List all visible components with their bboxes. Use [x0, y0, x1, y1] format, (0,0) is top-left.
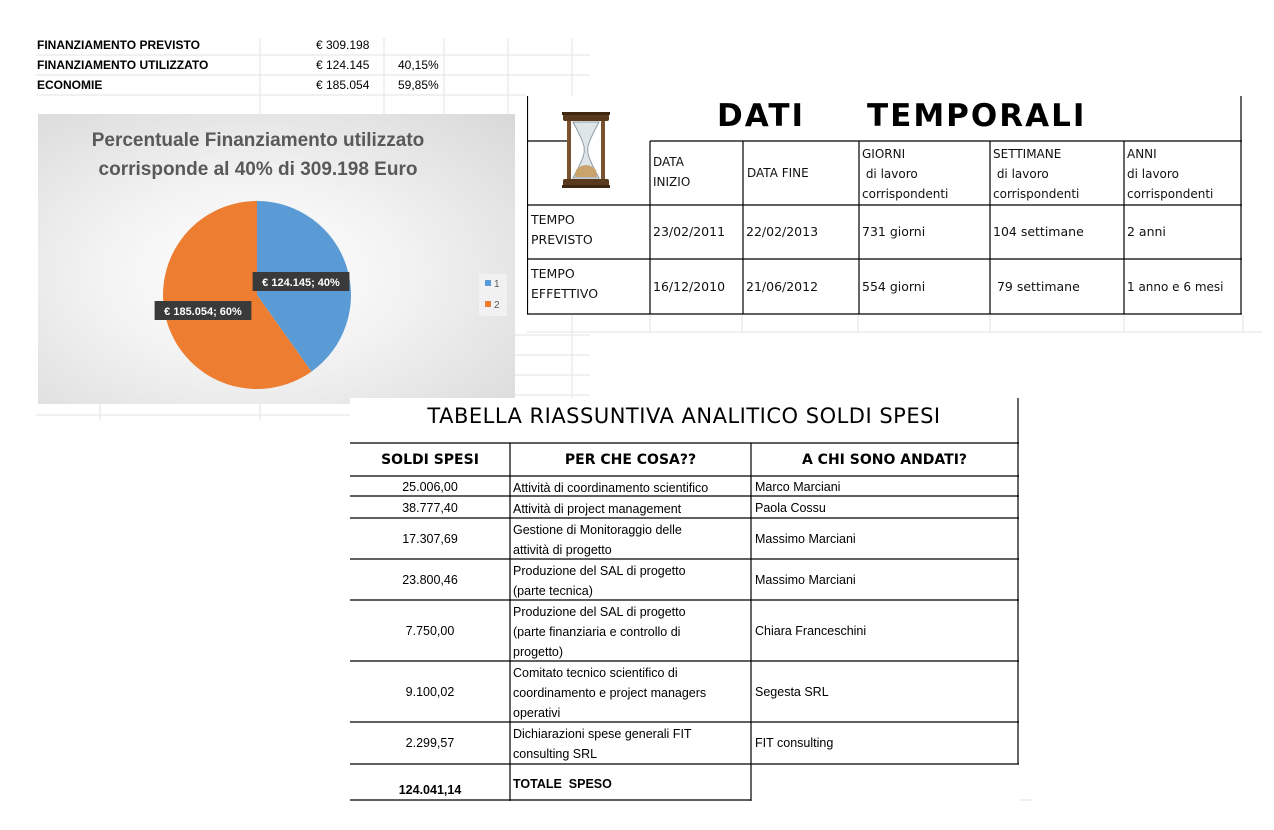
purpose-line: Produzione del SAL di progetto [513, 605, 686, 619]
header-days [862, 144, 948, 204]
summary-percent: 59,85% [398, 78, 439, 92]
recipient-cell: Massimo Marciani [755, 573, 856, 587]
actual-years: 1 anno e 6 mesi [1127, 280, 1224, 294]
header-line: GIORNI [862, 147, 906, 161]
row-label-line: TEMPO [531, 266, 575, 281]
purpose-cell [513, 724, 751, 764]
summary-label: FINANZIAMENTO UTILIZZATO [37, 58, 209, 72]
actual-start: 16/12/2010 [653, 279, 726, 294]
spending-summary-table [350, 398, 1020, 802]
recipient-cell: Marco Marciani [755, 480, 841, 494]
purpose-line: Dichiarazioni spese generali FIT [513, 727, 692, 741]
purpose-cell [513, 561, 751, 601]
purpose-line: (parte tecnica) [513, 584, 593, 598]
hourglass-icon [561, 112, 611, 188]
row-label-planned [531, 210, 593, 250]
planned-weeks: 104 settimane [993, 224, 1084, 239]
chart-title-line: Percentuale Finanziamento utilizzato [91, 130, 425, 151]
data-label-text: € 185.054; 60% [164, 306, 242, 318]
header-purpose: PER CHE COSA?? [564, 452, 697, 468]
legend-swatch [485, 280, 491, 286]
recipient-cell: FIT consulting [755, 736, 834, 750]
purpose-cell [513, 602, 751, 662]
legend-swatch [485, 301, 491, 307]
header-line: corrispondenti [862, 187, 949, 201]
purpose-line: Gestione di Monitoraggio delle [513, 523, 682, 537]
planned-start: 23/02/2011 [653, 224, 726, 239]
purpose-line: attività di progetto [513, 543, 612, 557]
amount-cell: 7.750,00 [405, 624, 455, 638]
planned-end: 22/02/2013 [746, 224, 819, 239]
temporal-data-table [527, 96, 1243, 315]
summary-value: € 185.054 [316, 78, 370, 92]
row-label-line: EFFETTIVO [531, 286, 599, 301]
actual-weeks: 79 settimane [993, 279, 1080, 294]
header-line: ANNI [1127, 147, 1157, 161]
amount-cell: 9.100,02 [405, 685, 455, 699]
summary-value: € 309.198 [316, 38, 370, 52]
spending-title: TABELLA RIASSUNTIVA ANALITICO SOLDI SPESI [427, 404, 941, 428]
chart-title-line: corrisponde al 40% di 309.198 Euro [98, 159, 418, 180]
pie-data-label [253, 272, 350, 291]
amount-cell: 23.800,46 [402, 573, 458, 587]
header-end-date: DATA FINE [747, 166, 809, 180]
pie-plot [38, 114, 515, 404]
purpose-cell [513, 663, 751, 723]
actual-end: 21/06/2012 [746, 279, 819, 294]
purpose-line: consulting SRL [513, 747, 598, 761]
total-label: TOTALE SPESO [513, 777, 612, 791]
legend-label: 1 [494, 279, 500, 290]
total-amount: 124.041,14 [398, 783, 462, 797]
row-label-line: PREVISTO [531, 232, 593, 247]
temporal-title-right: TEMPORALI [867, 98, 1087, 134]
amount-cell: 38.777,40 [402, 501, 458, 515]
recipient-cell: Segesta SRL [755, 685, 829, 699]
planned-years: 2 anni [1127, 224, 1166, 239]
header-start-date [653, 152, 690, 192]
header-line: DATA [653, 155, 684, 169]
header-line: corrispondenti [993, 187, 1080, 201]
pie-chart [38, 114, 515, 404]
purpose-cell: Attività di coordinamento scientifico [513, 481, 709, 495]
recipient-cell: Massimo Marciani [755, 532, 856, 546]
amount-cell: 25.006,00 [402, 480, 458, 494]
summary-label: ECONOMIE [37, 78, 103, 92]
temporal-title-left: DATI [717, 98, 805, 134]
data-label-text: € 124.145; 40% [262, 277, 340, 289]
summary-value: € 124.145 [316, 58, 370, 72]
purpose-cell [513, 520, 751, 560]
purpose-line: progetto) [513, 645, 564, 659]
row-label-actual [531, 264, 598, 304]
header-line: INIZIO [653, 175, 691, 189]
header-amount: SOLDI SPESI [381, 452, 479, 468]
recipient-cell: Paola Cossu [755, 501, 826, 515]
header-weeks [993, 144, 1079, 204]
purpose-line: coordinamento e project managers [513, 686, 707, 700]
row-label-line: TEMPO [531, 212, 575, 227]
purpose-line: Produzione del SAL di progetto [513, 564, 686, 578]
purpose-line: operativi [513, 706, 561, 720]
pie-data-label [155, 301, 252, 320]
header-line: corrispondenti [1127, 187, 1214, 201]
header-line: di lavoro [1127, 167, 1179, 181]
summary-label: FINANZIAMENTO PREVISTO [37, 38, 200, 52]
purpose-line: (parte finanziaria e controllo di [513, 625, 681, 639]
actual-days: 554 giorni [862, 279, 926, 294]
purpose-line: Comitato tecnico scientifico di [513, 666, 678, 680]
header-line: SETTIMANE [993, 147, 1062, 161]
header-line: di lavoro [862, 167, 918, 181]
amount-cell: 17.307,69 [402, 532, 458, 546]
planned-days: 731 giorni [862, 224, 926, 239]
amount-cell: 2.299,57 [405, 736, 455, 750]
chart-legend [479, 274, 507, 316]
header-recipient: A CHI SONO ANDATI? [801, 452, 968, 468]
summary-percent: 40,15% [398, 58, 439, 72]
recipient-cell: Chiara Franceschini [755, 624, 867, 638]
purpose-cell: Attività di project management [513, 502, 682, 516]
legend-label: 2 [494, 300, 500, 311]
header-line: di lavoro [993, 167, 1049, 181]
header-years [1127, 144, 1213, 204]
